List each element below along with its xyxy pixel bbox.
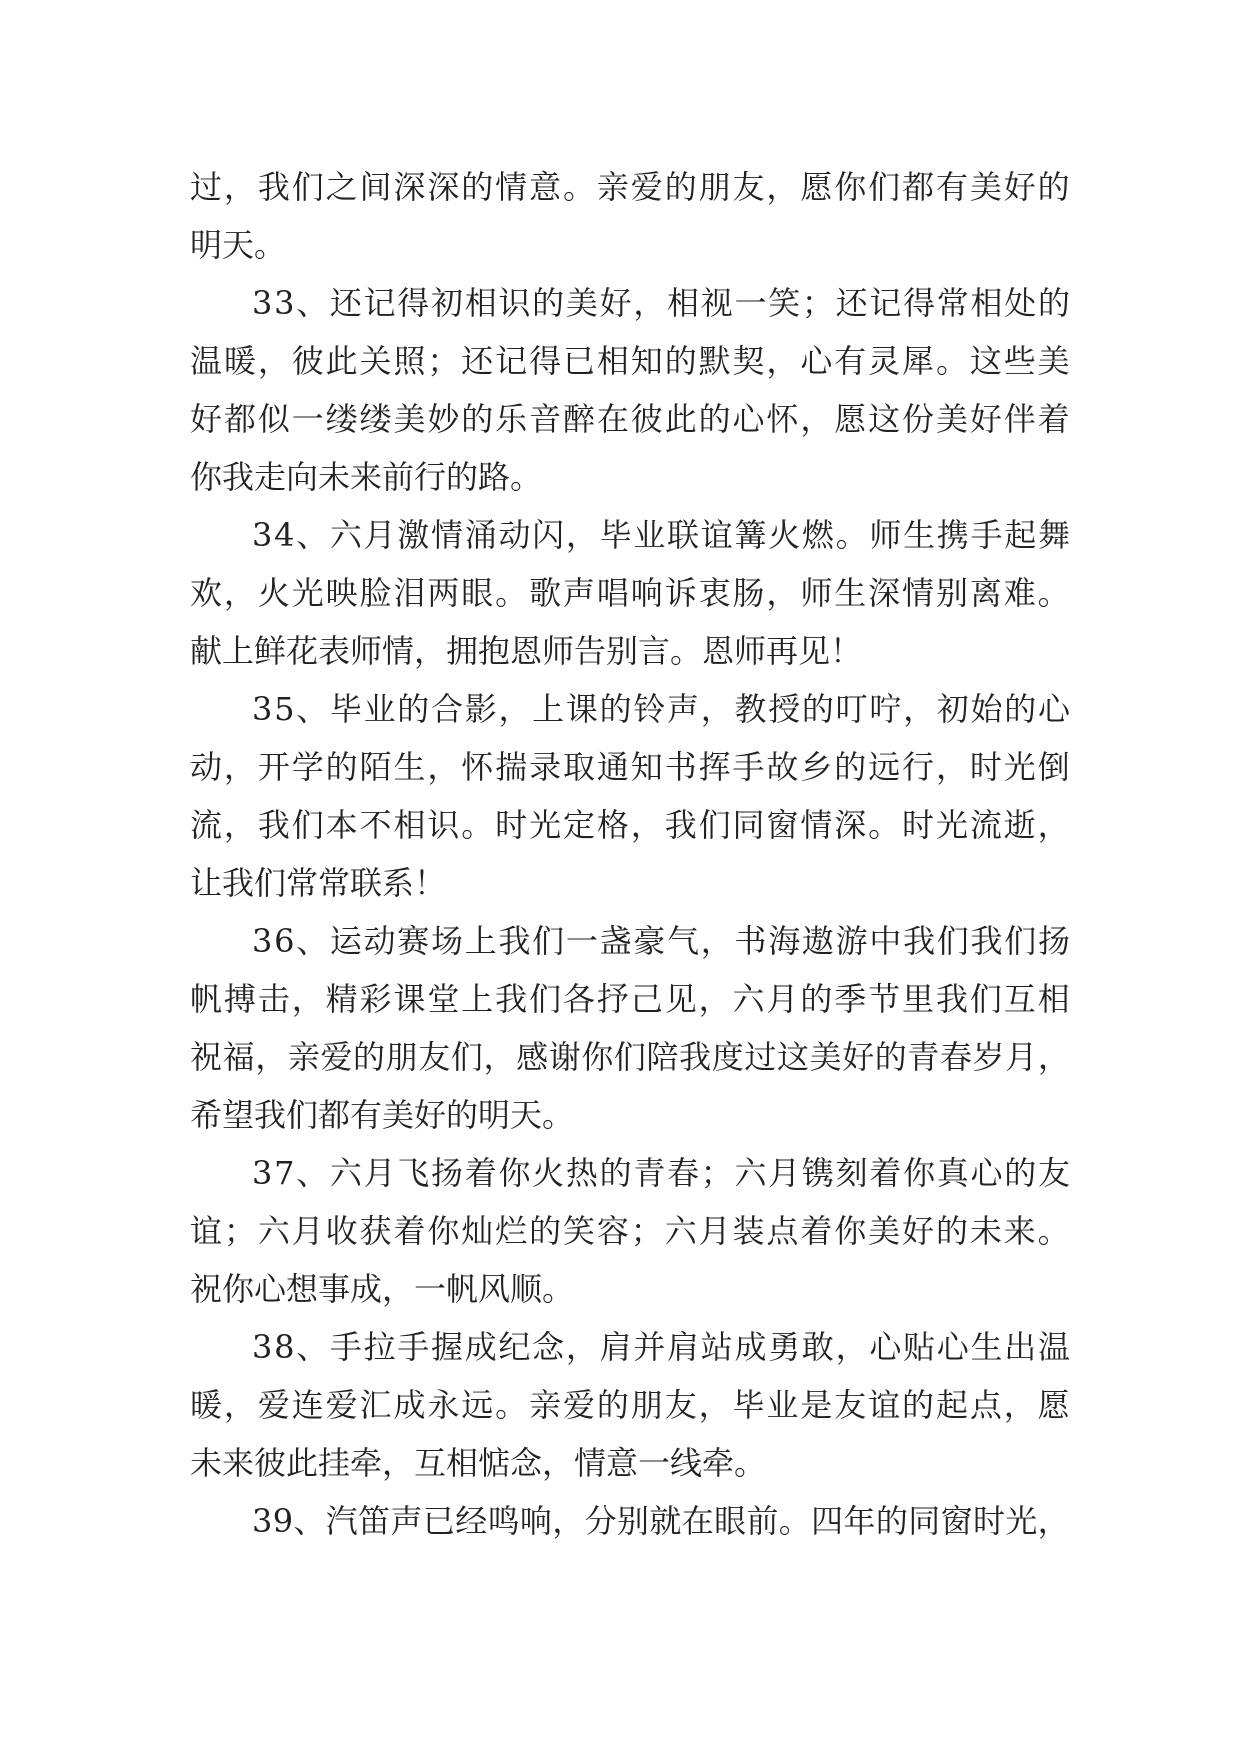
text-line: 过 ， 我 们 之 间 深 深 的 情 意 。 亲 爱 的 朋 友 ， 愿 你 们 都 有 美 好 的 <box>190 168 1070 206</box>
text-line: 未来彼此挂牵，互相惦念，情意一线牵。 <box>190 1444 767 1482</box>
text-line: 祝你心想事成，一帆风顺。 <box>190 1270 575 1308</box>
text-line: 流 ， 我 们 本 不 相 识 。 时 光 定 格 ， 我 们 同 窗 情 深 。 时 光 流 逝 ， <box>190 806 1070 844</box>
text-line: 你我走向未来前行的路。 <box>190 458 543 496</box>
paragraph-start-34: 3 4 、 六 月 激 情 涌 动 闪 ， 毕 业 联 谊 篝 火 燃 。 师 生 携 手 起 舞 <box>252 516 1070 554</box>
document-body <box>190 158 1070 1550</box>
text-line: 希望我们都有美好的明天。 <box>190 1096 575 1134</box>
text-line: 让我们常常联系！ <box>190 864 447 902</box>
paragraph-start-38: 3 8 、 手 拉 手 握 成 纪 念 ， 肩 并 肩 站 成 勇 敢 ， 心 贴 心 生 出 温 <box>252 1328 1070 1366</box>
paragraph-start-39: 3 9 、 汽 笛 声 已 经 鸣 响 ， 分 别 就 在 眼 前 。 四 年 的 同 窗 时 光 ， <box>252 1502 1070 1540</box>
text-line: 祝 福 ， 亲 爱 的 朋 友 们 ， 感 谢 你 们 陪 我 度 过 这 美 好 的 青 春 岁 月 ， <box>190 1038 1070 1076</box>
text-line: 谊 ； 六 月 收 获 着 你 灿 烂 的 笑 容 ； 六 月 装 点 着 你 美 好 的 未 来 。 <box>190 1212 1070 1250</box>
paragraph-start-35: 3 5 、 毕 业 的 合 影 ， 上 课 的 铃 声 ， 教 授 的 叮 咛 ， 初 始 的 心 <box>252 690 1070 728</box>
text-line: 帆 搏 击 ， 精 彩 课 堂 上 我 们 各 抒 己 见 ， 六 月 的 季 节 里 我 们 互 相 <box>190 980 1070 1018</box>
paragraph-start-36: 3 6 、 运 动 赛 场 上 我 们 一 盏 豪 气 ， 书 海 遨 游 中 我 们 我 们 扬 <box>252 922 1070 960</box>
text-line: 献上鲜花表师情，拥抱恩师告别言。恩师再见！ <box>190 632 863 670</box>
text-line: 明天。 <box>190 226 287 264</box>
text-line: 欢 ， 火 光 映 脸 泪 两 眼 。 歌 声 唱 响 诉 衷 肠 ， 师 生 深 情 别 离 难 。 <box>190 574 1070 612</box>
text-line: 动 ， 开 学 的 陌 生 ， 怀 揣 录 取 通 知 书 挥 手 故 乡 的 远 行 ， 时 光 倒 <box>190 748 1070 786</box>
text-line: 温 暖 ， 彼 此 关 照 ； 还 记 得 已 相 知 的 默 契 ， 心 有 灵 犀 。 这 些 美 <box>190 342 1070 380</box>
text-line: 暖 ， 爱 连 爱 汇 成 永 远 。 亲 爱 的 朋 友 ， 毕 业 是 友 谊 的 起 点 ， 愿 <box>190 1386 1070 1424</box>
text-line: 好 都 似 一 缕 缕 美 妙 的 乐 音 醉 在 彼 此 的 心 怀 ， 愿 这 份 美 好 伴 着 <box>190 400 1070 438</box>
paragraph-start-37: 3 7 、 六 月 飞 扬 着 你 火 热 的 青 春 ； 六 月 镌 刻 着 你 真 心 的 友 <box>252 1154 1070 1192</box>
paragraph-start-33: 3 3 、 还 记 得 初 相 识 的 美 好 ， 相 视 一 笑 ； 还 记 得 常 相 处 的 <box>252 284 1070 322</box>
